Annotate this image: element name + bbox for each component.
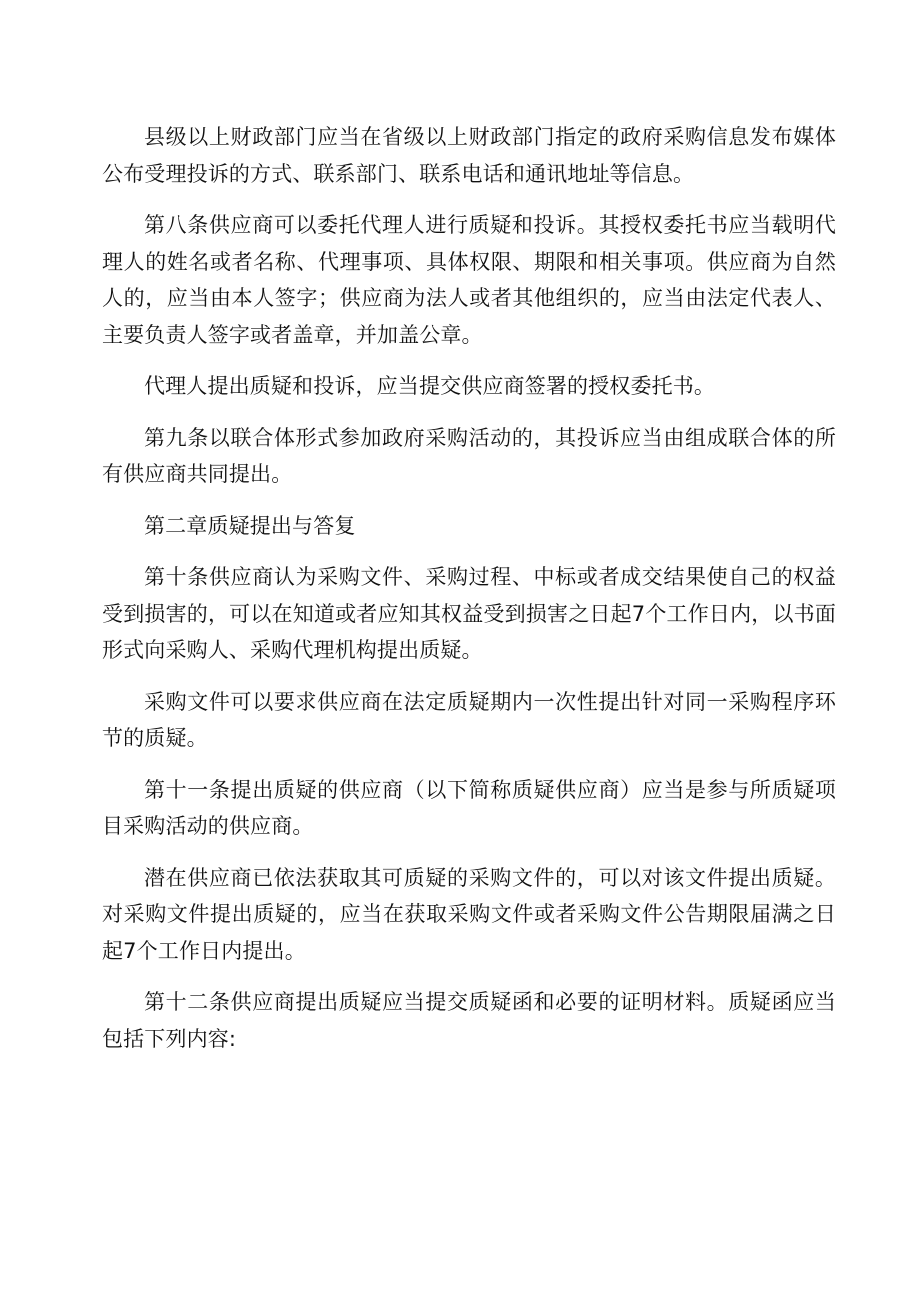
paragraph-4: 第九条以联合体形式参加政府采购活动的，其投诉应当由组成联合体的所有供应商共同提出。 [102,425,836,486]
paragraph-1: 县级以上财政部门应当在省级以上财政部门指定的政府采购信息发布媒体公布受理投诉的方式、联系部门、联系电话和通讯地址等信息。 [102,125,836,186]
paragraph-2: 第八条供应商可以委托代理人进行质疑和投诉。其授权委托书应当载明代理人的姓名或者名称、代理事项、具体权限、期限和相关事项。供应商为自然人的，应当由本人签字；供应商为法人或者其他组织的，应当由法定代表人、主要负责人签字或者盖章，并加盖公章。 [102,213,836,347]
paragraph-3: 代理人提出质疑和投诉，应当提交供应商签署的授权委托书。 [144,374,716,398]
paragraph-9: 潜在供应商已依法获取其可质疑的采购文件的，可以对该文件提出质疑。对采购文件提出质疑的，应当在获取采购文件或者采购文件公告期限届满之日起7个工作日内提出。 [102,865,836,963]
paragraph-10: 第十二条供应商提出质疑应当提交质疑函和必要的证明材料。质疑函应当包括下列内容: [102,990,836,1051]
paragraph-6: 第十条供应商认为采购文件、采购过程、中标或者成交结果使自己的权益受到损害的，可以在知道或者应知其权益受到损害之日起7个工作日内，以书面形式向采购人、采购代理机构提出质疑。 [102,565,836,662]
paragraph-8: 第十一条提出质疑的供应商（以下简称质疑供应商）应当是参与所质疑项目采购活动的供应商。 [102,777,836,838]
paragraph-7: 采购文件可以要求供应商在法定质疑期内一次性提出针对同一采购程序环节的质疑。 [102,689,836,750]
chapter-heading: 第二章质疑提出与答复 [144,513,356,538]
